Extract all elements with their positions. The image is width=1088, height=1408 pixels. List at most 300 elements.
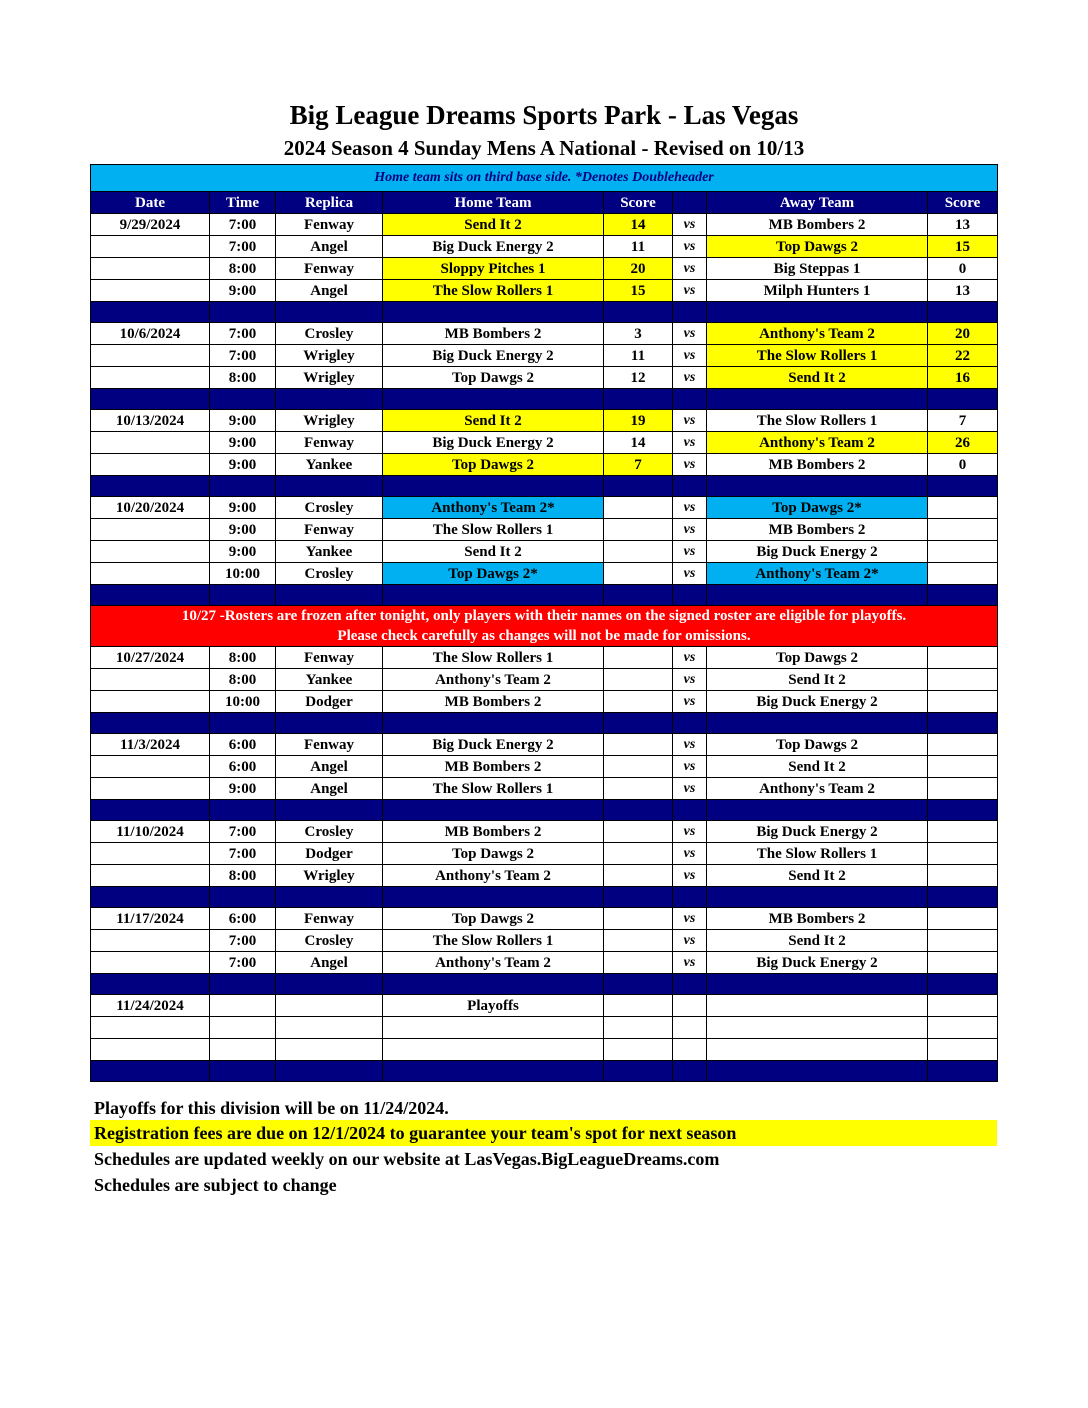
- home-score-header: Score: [604, 192, 673, 214]
- separator-cell: [91, 1061, 210, 1082]
- field-cell: Dodger: [276, 843, 383, 865]
- blank-row: [91, 1017, 998, 1039]
- separator-row: [91, 1061, 998, 1082]
- time-cell: 7:00: [210, 236, 276, 258]
- game-row: [91, 669, 998, 691]
- away-score-cell: [928, 647, 998, 669]
- vs-cell: vs: [673, 865, 707, 887]
- time-header: Time: [210, 192, 276, 214]
- separator-cell: [91, 585, 210, 606]
- separator-row: [91, 887, 998, 908]
- date-cell: 11/24/2024: [91, 995, 210, 1017]
- vs-cell: vs: [673, 691, 707, 713]
- away-score-cell: [928, 669, 998, 691]
- field-cell: Angel: [276, 756, 383, 778]
- away-score-cell: 15: [928, 236, 998, 258]
- alert-line-2: Please check carefully as changes will not be made for omissions.: [337, 628, 751, 644]
- field-cell: Fenway: [276, 519, 383, 541]
- home-score-cell: [604, 563, 673, 585]
- away-team-cell: Big Duck Energy 2: [707, 691, 928, 713]
- separator-cell: [210, 389, 276, 410]
- away-team-cell: MB Bombers 2: [707, 214, 928, 236]
- time-cell: 9:00: [210, 497, 276, 519]
- vs-cell: vs: [673, 323, 707, 345]
- separator-cell: [91, 800, 210, 821]
- header-row: [91, 192, 998, 214]
- time-cell: 6:00: [210, 756, 276, 778]
- away-score-cell: [928, 497, 998, 519]
- separator-cell: [91, 887, 210, 908]
- blank-cell: [383, 1017, 604, 1039]
- separator-cell: [928, 302, 998, 323]
- away-score-cell: [928, 995, 998, 1017]
- time-cell: 6:00: [210, 908, 276, 930]
- date-cell: [91, 367, 210, 389]
- blank-row: [91, 1039, 998, 1061]
- away-team-cell: Top Dawgs 2: [707, 734, 928, 756]
- game-row: [91, 821, 998, 843]
- date-cell: 11/3/2024: [91, 734, 210, 756]
- roster-freeze-alert: [91, 606, 998, 647]
- home-team-cell: The Slow Rollers 1: [383, 647, 604, 669]
- blank-cell: [210, 1017, 276, 1039]
- game-row: [91, 280, 998, 302]
- time-cell: 7:00: [210, 843, 276, 865]
- field-cell: Angel: [276, 236, 383, 258]
- blank-cell: [383, 1039, 604, 1061]
- home-team-cell: Big Duck Energy 2: [383, 734, 604, 756]
- separator-cell: [673, 302, 707, 323]
- home-team-cell: Playoffs: [383, 995, 604, 1017]
- blank-cell: [604, 1039, 673, 1061]
- home-team-cell: Top Dawgs 2: [383, 843, 604, 865]
- away-team-cell: [707, 995, 928, 1017]
- home-team-cell: MB Bombers 2: [383, 691, 604, 713]
- separator-cell: [707, 476, 928, 497]
- away-score-cell: [928, 930, 998, 952]
- away-score-cell: [928, 821, 998, 843]
- home-team-cell: Top Dawgs 2: [383, 454, 604, 476]
- separator-cell: [604, 887, 673, 908]
- field-cell: Yankee: [276, 541, 383, 563]
- separator-cell: [604, 302, 673, 323]
- vs-cell: vs: [673, 454, 707, 476]
- home-score-cell: 20: [604, 258, 673, 280]
- vs-cell: vs: [673, 563, 707, 585]
- blank-cell: [276, 1017, 383, 1039]
- separator-cell: [91, 476, 210, 497]
- home-score-cell: [604, 734, 673, 756]
- away-score-cell: [928, 519, 998, 541]
- away-score-cell: [928, 908, 998, 930]
- date-cell: 10/13/2024: [91, 410, 210, 432]
- home-score-cell: [604, 821, 673, 843]
- home-team-cell: Send It 2: [383, 214, 604, 236]
- away-team-cell: Big Duck Energy 2: [707, 821, 928, 843]
- home-score-cell: [604, 497, 673, 519]
- field-cell: Yankee: [276, 454, 383, 476]
- page-title: Big League Dreams Sports Park - Las Vegas: [289, 100, 799, 130]
- separator-cell: [604, 713, 673, 734]
- separator-cell: [604, 476, 673, 497]
- separator-cell: [604, 800, 673, 821]
- home-score-cell: 15: [604, 280, 673, 302]
- home-team-cell: Anthony's Team 2: [383, 669, 604, 691]
- time-cell: 10:00: [210, 691, 276, 713]
- home-team-cell: Big Duck Energy 2: [383, 345, 604, 367]
- separator-cell: [707, 887, 928, 908]
- time-cell: 7:00: [210, 952, 276, 974]
- vs-cell: vs: [673, 778, 707, 800]
- separator-cell: [707, 800, 928, 821]
- home-score-cell: [604, 843, 673, 865]
- home-score-cell: [604, 930, 673, 952]
- away-score-cell: 13: [928, 280, 998, 302]
- home-score-cell: 14: [604, 214, 673, 236]
- date-cell: [91, 454, 210, 476]
- game-row: [91, 952, 998, 974]
- separator-cell: [707, 1061, 928, 1082]
- home-score-cell: 7: [604, 454, 673, 476]
- home-team-cell: MB Bombers 2: [383, 323, 604, 345]
- separator-cell: [383, 887, 604, 908]
- time-cell: 7:00: [210, 821, 276, 843]
- away-score-cell: [928, 778, 998, 800]
- separator-cell: [383, 302, 604, 323]
- home-team-cell: Anthony's Team 2: [383, 865, 604, 887]
- away-team-cell: The Slow Rollers 1: [707, 843, 928, 865]
- blank-cell: [928, 1017, 998, 1039]
- game-row: [91, 930, 998, 952]
- home-team-cell: MB Bombers 2: [383, 756, 604, 778]
- blank-cell: [91, 1017, 210, 1039]
- date-cell: [91, 432, 210, 454]
- website-note: Schedules are updated weekly on our website at LasVegas.BigLeagueDreams.com: [94, 1149, 720, 1169]
- game-row: [91, 756, 998, 778]
- separator-cell: [276, 713, 383, 734]
- separator-row: [91, 389, 998, 410]
- separator-cell: [91, 389, 210, 410]
- registration-note: Registration fees are due on 12/1/2024 to guarantee your team's spot for next season: [90, 1120, 997, 1146]
- time-cell: 8:00: [210, 367, 276, 389]
- field-cell: Fenway: [276, 432, 383, 454]
- away-score-header: Score: [928, 192, 998, 214]
- home-team-cell: Sloppy Pitches 1: [383, 258, 604, 280]
- time-cell: [210, 995, 276, 1017]
- date-cell: 11/17/2024: [91, 908, 210, 930]
- field-cell: Wrigley: [276, 865, 383, 887]
- vs-cell: vs: [673, 930, 707, 952]
- blank-cell: [707, 1017, 928, 1039]
- separator-cell: [673, 585, 707, 606]
- away-team-cell: Send It 2: [707, 367, 928, 389]
- home-score-cell: [604, 778, 673, 800]
- away-score-cell: 13: [928, 214, 998, 236]
- time-cell: 8:00: [210, 669, 276, 691]
- separator-cell: [91, 974, 210, 995]
- away-score-cell: [928, 734, 998, 756]
- separator-cell: [383, 476, 604, 497]
- away-team-cell: MB Bombers 2: [707, 908, 928, 930]
- away-score-cell: 0: [928, 454, 998, 476]
- away-team-cell: Send It 2: [707, 930, 928, 952]
- separator-cell: [707, 585, 928, 606]
- away-team-cell: Send It 2: [707, 669, 928, 691]
- separator-cell: [604, 974, 673, 995]
- separator-row: [91, 800, 998, 821]
- vs-cell: vs: [673, 432, 707, 454]
- time-cell: 9:00: [210, 454, 276, 476]
- separator-cell: [707, 302, 928, 323]
- vs-cell: vs: [673, 519, 707, 541]
- replica-header: Replica: [276, 192, 383, 214]
- date-cell: [91, 952, 210, 974]
- game-row: [91, 563, 998, 585]
- separator-cell: [210, 585, 276, 606]
- vs-cell: vs: [673, 345, 707, 367]
- vs-cell: vs: [673, 647, 707, 669]
- blank-cell: [210, 1039, 276, 1061]
- separator-row: [91, 585, 998, 606]
- field-cell: Fenway: [276, 214, 383, 236]
- home-score-cell: [604, 541, 673, 563]
- separator-cell: [928, 713, 998, 734]
- vs-cell: vs: [673, 280, 707, 302]
- home-score-cell: 19: [604, 410, 673, 432]
- home-score-cell: 14: [604, 432, 673, 454]
- field-cell: Yankee: [276, 669, 383, 691]
- game-row: [91, 647, 998, 669]
- blank-cell: [604, 1017, 673, 1039]
- time-cell: 6:00: [210, 734, 276, 756]
- vs-cell: vs: [673, 669, 707, 691]
- separator-cell: [673, 713, 707, 734]
- separator-cell: [673, 389, 707, 410]
- away-score-cell: [928, 952, 998, 974]
- time-cell: 7:00: [210, 345, 276, 367]
- separator-cell: [928, 974, 998, 995]
- separator-cell: [928, 1061, 998, 1082]
- separator-cell: [604, 1061, 673, 1082]
- away-score-cell: 0: [928, 258, 998, 280]
- field-cell: Fenway: [276, 258, 383, 280]
- away-score-cell: 26: [928, 432, 998, 454]
- date-cell: [91, 541, 210, 563]
- date-cell: [91, 280, 210, 302]
- separator-cell: [673, 1061, 707, 1082]
- time-cell: 9:00: [210, 432, 276, 454]
- home-team-header: Home Team: [383, 192, 604, 214]
- separator-cell: [707, 389, 928, 410]
- separator-cell: [673, 476, 707, 497]
- blank-cell: [928, 1039, 998, 1061]
- vs-cell: vs: [673, 843, 707, 865]
- game-row: [91, 734, 998, 756]
- home-team-cell: The Slow Rollers 1: [383, 930, 604, 952]
- separator-row: [91, 476, 998, 497]
- page-subtitle: 2024 Season 4 Sunday Mens A National - Revised on 10/13: [283, 136, 805, 160]
- time-cell: 8:00: [210, 865, 276, 887]
- home-team-cell: Anthony's Team 2: [383, 952, 604, 974]
- home-score-cell: [604, 756, 673, 778]
- field-cell: Wrigley: [276, 410, 383, 432]
- field-cell: Fenway: [276, 908, 383, 930]
- home-team-cell: The Slow Rollers 1: [383, 778, 604, 800]
- separator-cell: [383, 389, 604, 410]
- away-team-cell: Big Duck Energy 2: [707, 541, 928, 563]
- time-cell: 8:00: [210, 647, 276, 669]
- playoffs-note: Playoffs for this division will be on 11/24/2024.: [94, 1098, 449, 1118]
- separator-cell: [91, 713, 210, 734]
- home-score-cell: [604, 865, 673, 887]
- date-cell: 9/29/2024: [91, 214, 210, 236]
- home-score-cell: [604, 647, 673, 669]
- date-cell: 10/20/2024: [91, 497, 210, 519]
- blank-cell: [707, 1039, 928, 1061]
- home-score-cell: 11: [604, 345, 673, 367]
- home-score-cell: 12: [604, 367, 673, 389]
- separator-cell: [707, 974, 928, 995]
- vs-cell: vs: [673, 367, 707, 389]
- vs-cell: vs: [673, 734, 707, 756]
- vs-cell: vs: [673, 236, 707, 258]
- date-cell: 10/6/2024: [91, 323, 210, 345]
- away-team-cell: Top Dawgs 2: [707, 647, 928, 669]
- separator-cell: [210, 302, 276, 323]
- game-row: [91, 843, 998, 865]
- vs-cell: vs: [673, 410, 707, 432]
- home-team-cell: Send It 2: [383, 410, 604, 432]
- game-row: [91, 345, 998, 367]
- alert-row: [91, 606, 998, 647]
- separator-cell: [604, 389, 673, 410]
- home-team-cell: The Slow Rollers 1: [383, 280, 604, 302]
- blank-cell: [91, 1039, 210, 1061]
- game-row: [91, 778, 998, 800]
- date-cell: 11/10/2024: [91, 821, 210, 843]
- vs-cell: vs: [673, 541, 707, 563]
- game-row: [91, 214, 998, 236]
- away-team-cell: Big Duck Energy 2: [707, 952, 928, 974]
- separator-cell: [928, 800, 998, 821]
- game-row: [91, 908, 998, 930]
- home-score-cell: [604, 908, 673, 930]
- separator-cell: [276, 800, 383, 821]
- date-header: Date: [91, 192, 210, 214]
- game-row: [91, 323, 998, 345]
- vs-cell: vs: [673, 908, 707, 930]
- separator-cell: [383, 800, 604, 821]
- field-cell: Angel: [276, 952, 383, 974]
- change-note: Schedules are subject to change: [94, 1175, 337, 1195]
- time-cell: 7:00: [210, 323, 276, 345]
- field-cell: Fenway: [276, 647, 383, 669]
- time-cell: 9:00: [210, 519, 276, 541]
- separator-row: [91, 974, 998, 995]
- separator-cell: [210, 476, 276, 497]
- separator-cell: [383, 1061, 604, 1082]
- separator-row: [91, 713, 998, 734]
- field-cell: [276, 995, 383, 1017]
- separator-cell: [210, 800, 276, 821]
- away-team-cell: Milph Hunters 1: [707, 280, 928, 302]
- vs-cell: vs: [673, 952, 707, 974]
- game-row: [91, 865, 998, 887]
- separator-cell: [604, 585, 673, 606]
- away-team-cell: Anthony's Team 2*: [707, 563, 928, 585]
- field-cell: Angel: [276, 280, 383, 302]
- vs-cell: vs: [673, 214, 707, 236]
- field-cell: Crosley: [276, 930, 383, 952]
- home-score-cell: [604, 669, 673, 691]
- away-team-cell: Anthony's Team 2: [707, 778, 928, 800]
- vs-cell: [673, 995, 707, 1017]
- game-row: [91, 541, 998, 563]
- separator-cell: [276, 887, 383, 908]
- blank-cell: [276, 1039, 383, 1061]
- time-cell: 10:00: [210, 563, 276, 585]
- separator-cell: [210, 1061, 276, 1082]
- away-team-cell: Anthony's Team 2: [707, 432, 928, 454]
- away-team-cell: Anthony's Team 2: [707, 323, 928, 345]
- separator-cell: [276, 974, 383, 995]
- field-cell: Wrigley: [276, 367, 383, 389]
- date-cell: [91, 778, 210, 800]
- date-cell: [91, 345, 210, 367]
- date-cell: 10/27/2024: [91, 647, 210, 669]
- vs-header: [673, 192, 707, 214]
- away-team-cell: The Slow Rollers 1: [707, 410, 928, 432]
- away-team-cell: Send It 2: [707, 865, 928, 887]
- alert-line-1: 10/27 -Rosters are frozen after tonight, only players with their names on the signed roster are eligible for playoffs.: [181, 608, 907, 624]
- separator-cell: [276, 476, 383, 497]
- home-team-cell: Anthony's Team 2*: [383, 497, 604, 519]
- home-score-cell: 11: [604, 236, 673, 258]
- game-row: [91, 995, 998, 1017]
- separator-cell: [673, 887, 707, 908]
- away-team-cell: MB Bombers 2: [707, 454, 928, 476]
- field-cell: Dodger: [276, 691, 383, 713]
- vs-cell: vs: [673, 756, 707, 778]
- away-team-header: Away Team: [707, 192, 928, 214]
- blank-cell: [673, 1039, 707, 1061]
- field-cell: Wrigley: [276, 345, 383, 367]
- separator-cell: [928, 585, 998, 606]
- home-team-cell: Big Duck Energy 2: [383, 432, 604, 454]
- home-team-cell: Top Dawgs 2: [383, 908, 604, 930]
- date-cell: [91, 519, 210, 541]
- away-score-cell: [928, 691, 998, 713]
- game-row: [91, 497, 998, 519]
- separator-cell: [276, 389, 383, 410]
- blank-cell: [673, 1017, 707, 1039]
- separator-cell: [383, 713, 604, 734]
- date-cell: [91, 843, 210, 865]
- away-score-cell: [928, 843, 998, 865]
- time-cell: 7:00: [210, 214, 276, 236]
- separator-cell: [673, 974, 707, 995]
- vs-cell: vs: [673, 497, 707, 519]
- home-score-cell: [604, 952, 673, 974]
- home-score-cell: [604, 691, 673, 713]
- time-cell: 9:00: [210, 280, 276, 302]
- separator-cell: [928, 887, 998, 908]
- separator-cell: [210, 887, 276, 908]
- away-score-cell: 7: [928, 410, 998, 432]
- home-team-cell: Top Dawgs 2: [383, 367, 604, 389]
- away-score-cell: [928, 563, 998, 585]
- separator-row: [91, 302, 998, 323]
